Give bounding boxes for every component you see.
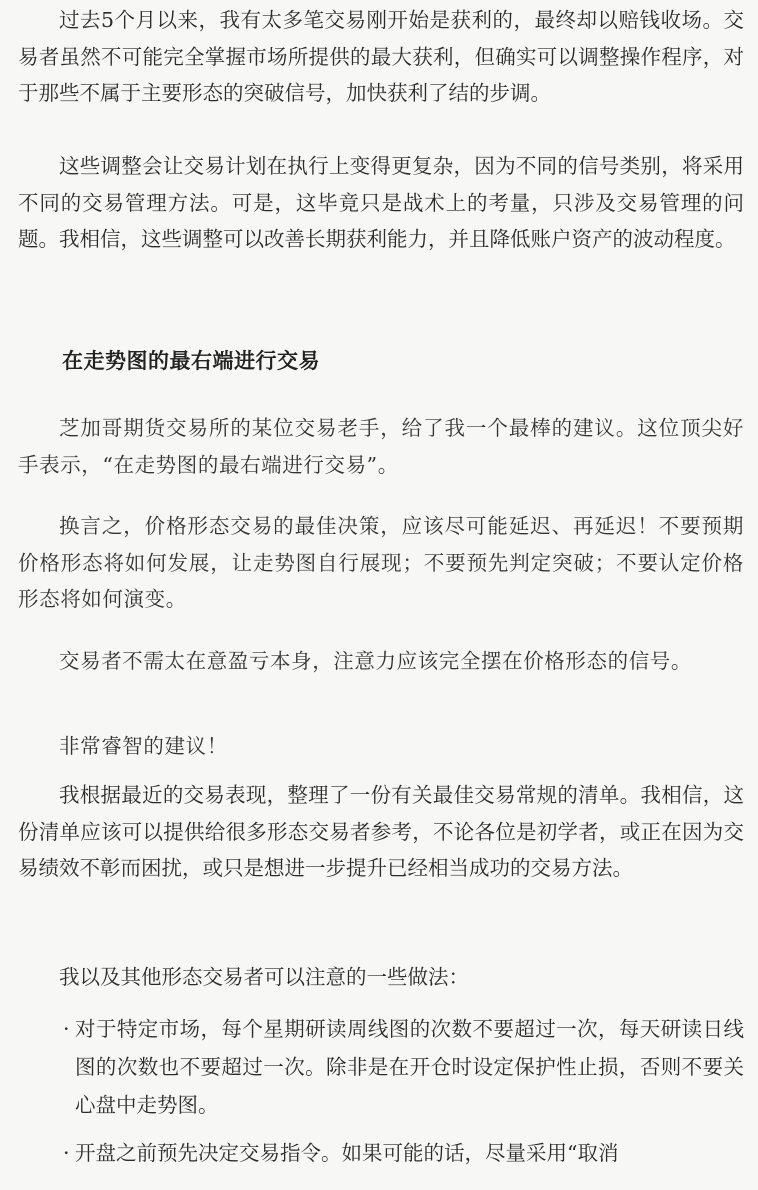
body-paragraph-3: 芝加哥期货交易所的某位交易老手，给了我一个最棒的建议。这位顶尖好手表示，“在走势图的最右端进行交易”。 [18,416,744,477]
bullet-text: 对于特定市场，每个星期研读周线图的次数不要超过一次，每天研读日线图的次数也不要超过一次。除非是在开仓时设定保护性止损，否则不要关心盘中走势图。 [75,1017,744,1117]
body-paragraph-6: 非常睿智的建议！ [59,734,228,758]
bullet-text: 开盘之前预先决定交易指令。如果可能的话，尽量采用“取消 [75,1141,619,1165]
bullet-item [18,1134,744,1172]
bullet-item [18,1010,744,1124]
body-paragraph-8: 我以及其他形态交易者可以注意的一些做法： [59,965,469,989]
bullet-list [18,1010,744,1172]
body-paragraph-5: 交易者不需太在意盈亏本身，注意力应该完全摆在价格形态的信号。 [59,649,692,673]
body-paragraph-2: 这些调整会让交易计划在执行上变得更复杂，因为不同的信号类别，将采用不同的交易管理方法。可是，这毕竟只是战术上的考量，只涉及交易管理的问题。我相信，这些调整可以改善长期获利能力，并且降低账户资产的波动程度。 [18,154,744,251]
body-paragraph-1: 过去5个月以来，我有太多笔交易刚开始是获利的，最终却以赔钱收场。交易者虽然不可能完全掌握市场所提供的最大获利，但确实可以调整操作程序，对于那些不属于主要形态的突破信号，加快获利了结的步调。 [18,8,744,105]
section-heading: 在走势图的最右端进行交易 [62,349,320,373]
body-paragraph-7: 我根据最近的交易表现，整理了一份有关最佳交易常规的清单。我相信，这份清单应该可以提供给很多形态交易者参考，不论各位是初学者，或正在因为交易绩效不彰而困扰，或只是想进一步提升已经相当成功的交易方法。 [18,783,744,880]
bullet-marker: · [63,1017,70,1041]
bullet-marker: · [63,1141,70,1165]
body-paragraph-4: 换言之，价格形态交易的最佳决策，应该尽可能延迟、再延迟！不要预期价格形态将如何发展，让走势图自行展现；不要预先判定突破；不要认定价格形态将如何演变。 [18,514,744,611]
